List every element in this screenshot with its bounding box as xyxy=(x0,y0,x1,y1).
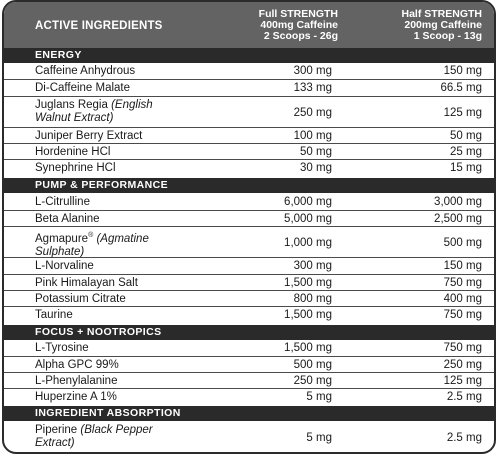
full-dose: 30 mg xyxy=(300,162,332,174)
section-title: PUMP & PERFORMANCE xyxy=(35,179,169,191)
table-row xyxy=(4,63,494,80)
table-row xyxy=(4,389,494,406)
half-dose: 15 mg xyxy=(450,162,482,174)
header-half-line-3: 1 Scoop - 13g xyxy=(413,30,482,42)
half-dose: 2.5 mg xyxy=(446,432,482,444)
ingredient-name: L-Phenylalanine xyxy=(35,375,118,387)
half-dose: 2,500 mg xyxy=(434,213,482,225)
half-dose: 125 mg xyxy=(443,375,482,387)
table-row xyxy=(4,227,494,258)
half-dose: 750 mg xyxy=(443,309,482,321)
table-row xyxy=(4,357,494,373)
full-dose: 1,500 mg xyxy=(284,342,332,354)
half-dose: 2.5 mg xyxy=(446,391,482,403)
section-ingredient-absorption xyxy=(4,406,494,421)
header-full-line-3: 2 Scoops - 26g xyxy=(263,30,338,42)
full-dose: 5 mg xyxy=(306,391,332,403)
half-dose: 150 mg xyxy=(443,260,482,272)
half-dose: 150 mg xyxy=(443,65,482,77)
ingredient-name: Taurine xyxy=(35,309,73,321)
full-dose: 500 mg xyxy=(293,359,332,371)
ingredient-name: Juniper Berry Extract xyxy=(35,130,143,142)
full-dose: 50 mg xyxy=(300,146,332,158)
half-dose: 66.5 mg xyxy=(440,82,482,94)
table-row xyxy=(4,160,494,177)
half-dose: 400 mg xyxy=(443,293,482,305)
half-dose: 125 mg xyxy=(443,107,482,119)
table-row xyxy=(4,275,494,291)
ingredient-name: Agmapure® (Agmatine Sulphate) xyxy=(35,232,149,258)
ingredient-name: Synephrine HCl xyxy=(35,162,116,174)
table-row xyxy=(4,128,494,144)
half-dose: 3,000 mg xyxy=(434,196,482,208)
ingredient-note: (Agmatine Sulphate) xyxy=(35,232,149,258)
full-dose: 250 mg xyxy=(293,107,332,119)
ingredient-name: Pink Himalayan Salt xyxy=(35,277,138,289)
ingredient-name: L-Tyrosine xyxy=(35,342,89,354)
table-row xyxy=(4,340,494,357)
full-dose: 5,000 mg xyxy=(284,213,332,225)
ingredient-name: L-Citrulline xyxy=(35,196,90,208)
full-dose: 1,500 mg xyxy=(284,309,332,321)
ingredient-note: (English Walnut Extract) xyxy=(35,99,153,124)
full-dose: 800 mg xyxy=(293,293,332,305)
section-pump-performance xyxy=(4,178,494,193)
header-half-line-2: 200mg Caffeine xyxy=(404,19,482,31)
full-dose: 100 mg xyxy=(293,130,332,142)
header-ingredients: ACTIVE INGREDIENTS xyxy=(35,20,163,32)
ingredient-name: L-Norvaline xyxy=(35,260,94,272)
half-dose: 250 mg xyxy=(443,359,482,371)
table-row xyxy=(4,144,494,160)
ingredient-name: Piperine (Black Pepper Extract) xyxy=(35,424,153,449)
ingredient-name: Potassium Citrate xyxy=(35,293,126,305)
table-header xyxy=(4,2,494,48)
ingredient-note: (Black Pepper Extract) xyxy=(35,424,153,449)
ingredient-name: Caffeine Anhydrous xyxy=(35,65,136,77)
registered-mark: ® xyxy=(88,232,94,239)
table-row xyxy=(4,422,494,454)
section-title: INGREDIENT ABSORPTION xyxy=(35,407,181,419)
table-row xyxy=(4,373,494,389)
ingredient-name: Alpha GPC 99% xyxy=(35,359,119,371)
full-dose: 133 mg xyxy=(293,82,332,94)
header-full-strength xyxy=(259,9,338,42)
full-dose: 300 mg xyxy=(293,260,332,272)
header-full-line-1: Full STRENGTH xyxy=(258,8,338,20)
table-row xyxy=(4,194,494,211)
half-dose: 750 mg xyxy=(443,277,482,289)
table-row xyxy=(4,80,494,97)
table-row xyxy=(4,291,494,307)
header-half-line-1: Half STRENGTH xyxy=(401,8,482,20)
table-row xyxy=(4,258,494,275)
section-title: FOCUS + NOOTROPICS xyxy=(35,326,162,338)
header-half-strength xyxy=(401,9,482,42)
ingredient-name: Di-Caffeine Malate xyxy=(35,82,131,94)
full-dose: 6,000 mg xyxy=(284,196,332,208)
section-title: ENERGY xyxy=(35,49,82,61)
section-energy xyxy=(4,48,494,63)
supplement-facts-table xyxy=(2,0,496,454)
ingredient-name: Juglans Regia (English Walnut Extract) xyxy=(35,99,153,124)
full-dose: 300 mg xyxy=(293,65,332,77)
full-dose: 1,500 mg xyxy=(284,277,332,289)
table-row xyxy=(4,211,494,227)
ingredient-name: Huperzine A 1% xyxy=(35,391,117,403)
ingredient-name: Beta Alanine xyxy=(35,213,100,225)
half-dose: 25 mg xyxy=(450,146,482,158)
section-focus-nootropics xyxy=(4,325,494,340)
full-dose: 250 mg xyxy=(293,375,332,387)
full-dose: 1,000 mg xyxy=(284,237,332,249)
ingredient-name: Hordenine HCl xyxy=(35,146,111,158)
half-dose: 750 mg xyxy=(443,342,482,354)
half-dose: 50 mg xyxy=(450,130,482,142)
table-row xyxy=(4,307,494,324)
half-dose: 500 mg xyxy=(443,237,482,249)
header-full-line-2: 400mg Caffeine xyxy=(260,19,338,31)
table-row xyxy=(4,97,494,128)
full-dose: 5 mg xyxy=(306,432,332,444)
